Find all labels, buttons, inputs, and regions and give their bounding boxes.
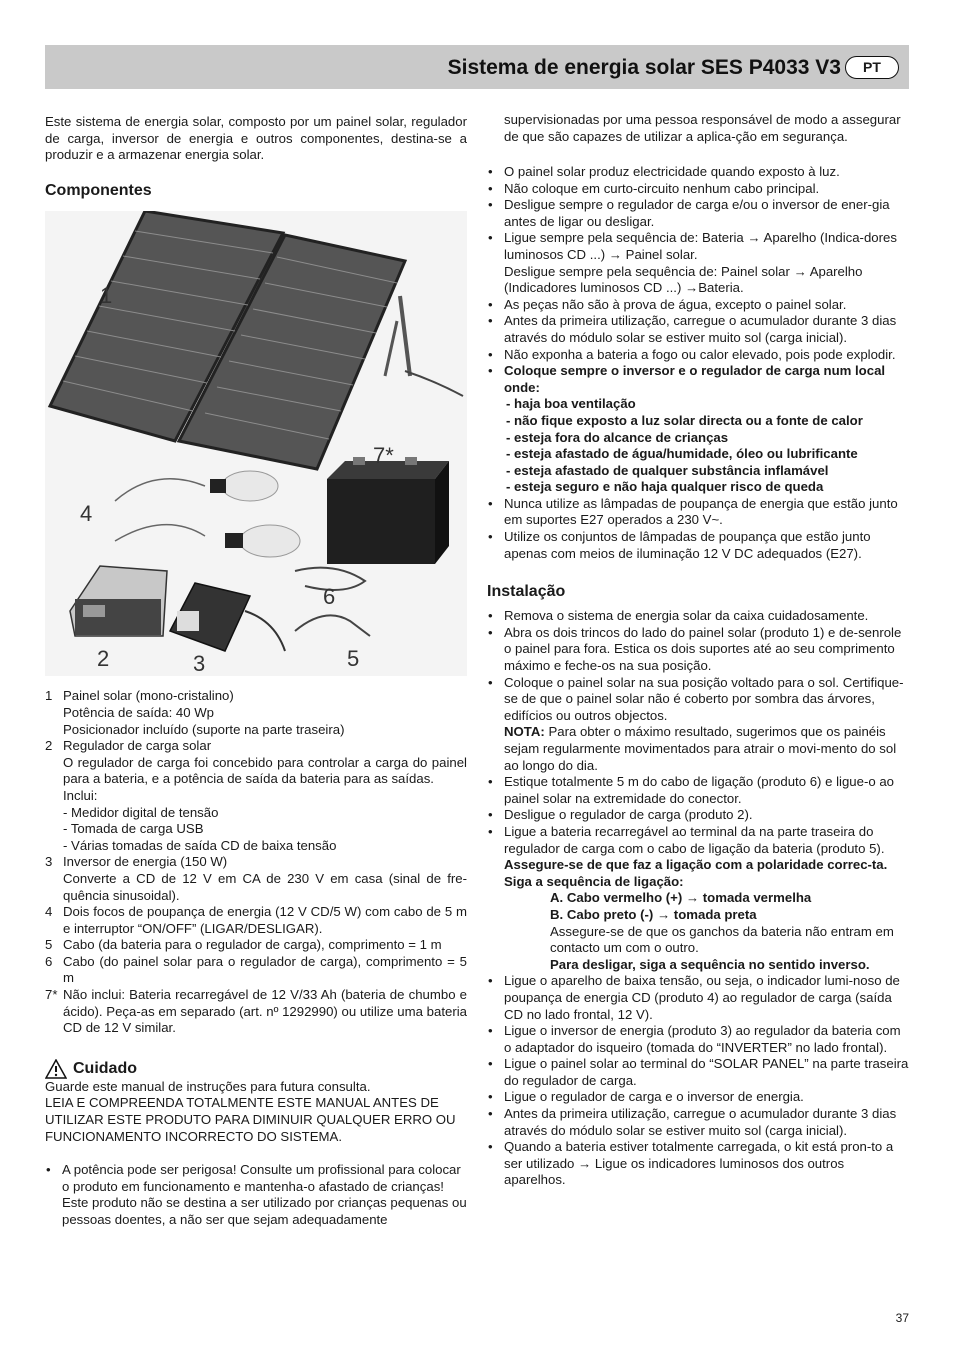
caution-item: • Não exponha a bateria a fogo ou calor elevado, pois pode explodir. (487, 347, 909, 364)
caution-item-power-continued: supervisionadas por uma pessoa responsável de modo a assegurar de que são capazes de utilizar a aplica-ção em segurança. (504, 114, 901, 144)
component-item-4: 4 Dois focos de poupança de energia (12 V CD/5 W) com cabo de 5 m e interruptor “ON/OFF” (LIGAR/DESLIGAR). (45, 904, 467, 936)
component-item-7: 7* Não inclui: Bateria recarregável de 12 V/33 Ah (bateria de chumbo e ácido). Peça-as em separado (art. nº 1292990) ou utilize uma bateria CD de 12 V similar. (45, 987, 467, 1036)
install-step-battery: • Ligue a bateria recarregável ao terminal da na parte traseira do regulador de carga com o cabo de ligação da bateria (produto 5). Assegure-se de que faz a ligação com a polaridade correc-ta. Siga a sequência de ligação: A. Cabo vermelho (+) → tomada vermelha B. Cabo preto (-) → tomada preta Assegure-se de que os ganchos da bateria não entram em contacto um com o outro. Para desligar, siga a sequência no sentido inverso. (487, 824, 909, 973)
left-column (45, 114, 467, 1230)
component-item-5: 5 Cabo (da bateria para o regulador de carga), comprimento = 1 m (45, 937, 442, 953)
install-step: • Ligue o regulador de carga e o inversor de energia. (487, 1089, 909, 1106)
photo-label-4: 4 (80, 500, 93, 526)
component-item-3: 3 Inversor de energia (150 W) Converte a CD de 12 V em CA de 230 V em casa (sinal de fre-quência sinusoidal). (45, 854, 467, 903)
caution-item: • Antes da primeira utilização, carregue o acumulador durante 3 dias através do módulo solar se estiver muito sol (carga inicial). (487, 313, 909, 346)
caution-keep-manual: Guarde este manual de instruções para futura consulta. (45, 1078, 371, 1094)
caution-item: • Utilize os conjuntos de lâmpadas de poupança que estão junto apenas com meios de iluminação 12 V DC adequados (E27). (487, 529, 909, 562)
component-item-6: 6 Cabo (do painel solar para o regulador de carga), comprimento = 5 m (45, 953, 467, 986)
photo-label-7: 7* (373, 442, 394, 468)
caution-list (487, 164, 909, 562)
components-list (45, 688, 467, 1036)
header-bar (45, 45, 909, 89)
right-column (487, 114, 909, 1189)
battery-illustration (327, 457, 449, 564)
install-step: • Abra os dois trincos do lado do painel solar (produto 1) e de-senrole o painel para fora. Estica os dois suportes até ao seu comprimento máximo e feche-os na sua posição. (487, 625, 909, 675)
intro-paragraph: Este sistema de energia solar, composto por um painel solar, regulador de carga, inversor de energia e outros componentes, destina-se a produzir e a armazenar energia solar. (45, 114, 467, 163)
install-step: • Quando a bateria estiver totalmente carregada, o kit está pron-to a ser utilizado → Ligue os indicadores luminosos dos outros aparelhos. (487, 1139, 909, 1189)
caution-item-placement: • Coloque sempre o inversor e o regulador de carga num local onde: - haja boa ventilação - não fique exposto a luz solar directa ou a fonte de calor - esteja fora do alcance de crianças - esteja afastado de água/humidade, óleo ou lubrificante - esteja afastado de qualquer substância inflamável - esteja seguro e não haja qualquer risco de queda (487, 363, 909, 496)
photo-label-3: 3 (193, 650, 206, 676)
photo-label-1: 1 (100, 282, 113, 308)
warning-icon (45, 1059, 67, 1079)
photo-label-5: 5 (347, 645, 360, 671)
installation-heading: Instalação (487, 583, 566, 601)
page-number: 37 (895, 1311, 909, 1325)
install-step: • Ligue o aparelho de baixa tensão, ou seja, o indicador lumi-noso de poupança de energia CD (produto 4) ao regulador de carga (saída CD no lado frontal, 12 V). (487, 973, 909, 1023)
caution-item: • Desligue sempre o regulador de carga e/ou o inversor de ener-gia antes de ligar ou desligar. (487, 197, 909, 230)
installation-list (487, 608, 909, 1189)
install-step: • Estique totalmente 5 m do cabo de ligação (produto 6) e ligue-o ao painel solar na extremidade do conector. (487, 774, 909, 807)
caution-list-start (45, 1162, 467, 1230)
component-item-2: 2 Regulador de carga solar O regulador de carga foi concebido para controlar a carga do painel para a bateria, e a potência de saída da bateria para as saídas. Inclui: - Medidor digital de tensão - Tomada de carga USB - Várias tomadas de saída CD de baixa tensão (45, 738, 467, 853)
caution-item: • As peças não são à prova de água, excepto o painel solar. (487, 297, 909, 314)
caution-item: • O painel solar produz electricidade quando exposto à luz. (487, 164, 909, 181)
product-photo (45, 211, 467, 676)
caution-item-sequence: • Ligue sempre pela sequência de: Bateria → Aparelho (Indica-dores luminosos CD ...) → Painel solar. Desligue sempre pela sequência de: Painel solar → Aparelho (Indicadores luminosos CD ...) →Bateria. (487, 230, 909, 296)
caution-item: • Não coloque em curto-circuito nenhum cabo principal. (487, 181, 909, 198)
install-step: • Antes da primeira utilização, carregue o acumulador durante 3 dias através do módulo solar se estiver muito sol (carga inicial). (487, 1106, 909, 1139)
caution-heading: Cuidado (45, 1059, 467, 1079)
caution-item-power: • A potência pode ser perigosa! Consulte um profissional para colocar o produto em funcionamento e mantenha-o afastado de crianças! Este produto não se destina a ser utilizado por crianças pequenas ou pessoas doentes, a não ser que sejam adequadamente (45, 1162, 467, 1230)
install-step: • Desligue o regulador de carga (produto 2). (487, 807, 909, 824)
photo-label-2: 2 (97, 645, 110, 671)
language-badge: PT (845, 56, 899, 79)
caution-read-manual: LEIA E COMPREENDA TOTALMENTE ESTE MANUAL ANTES DE UTILIZAR ESTE PRODUTO PARA DIMINUIR QUALQUER ERRO OU FUNCIONAMENTO INCORRECTO DO SISTEMA. (45, 1095, 456, 1144)
component-item-1: 1 Painel solar (mono-cristalino) Potência de saída: 40 Wp Posicionador incluído (suporte na parte traseira) (45, 688, 345, 737)
caution-item: • Nunca utilize as lâmpadas de poupança de energia que estão junto em suportes E27 operados a 230 V~. (487, 496, 909, 529)
install-step: • Ligue o painel solar ao terminal do “SOLAR PANEL” na parte traseira do regulador de carga. (487, 1056, 909, 1089)
page-title: Sistema de energia solar SES P4033 V3 (447, 56, 841, 79)
install-step-position: • Coloque o painel solar na sua posição voltado para o sol. Certifique-se de que o painel solar não é coberto por sombra das árvores, edifícios ou outros objectos. NOTA: Para obter o máximo resultado, sugerimos que os painéis sejam regularmente movimentados para atrair o movi-mento do sol ao longo do dia. (487, 675, 909, 775)
install-step: • Ligue o inversor de energia (produto 3) ao regulador da bateria com o adaptador do isqueiro (tomada do “INVERTER” no lado frontal). (487, 1023, 909, 1056)
install-step: • Remova o sistema de energia solar da caixa cuidadosamente. (487, 608, 909, 625)
components-heading: Componentes (45, 181, 152, 199)
photo-label-6: 6 (323, 583, 336, 609)
